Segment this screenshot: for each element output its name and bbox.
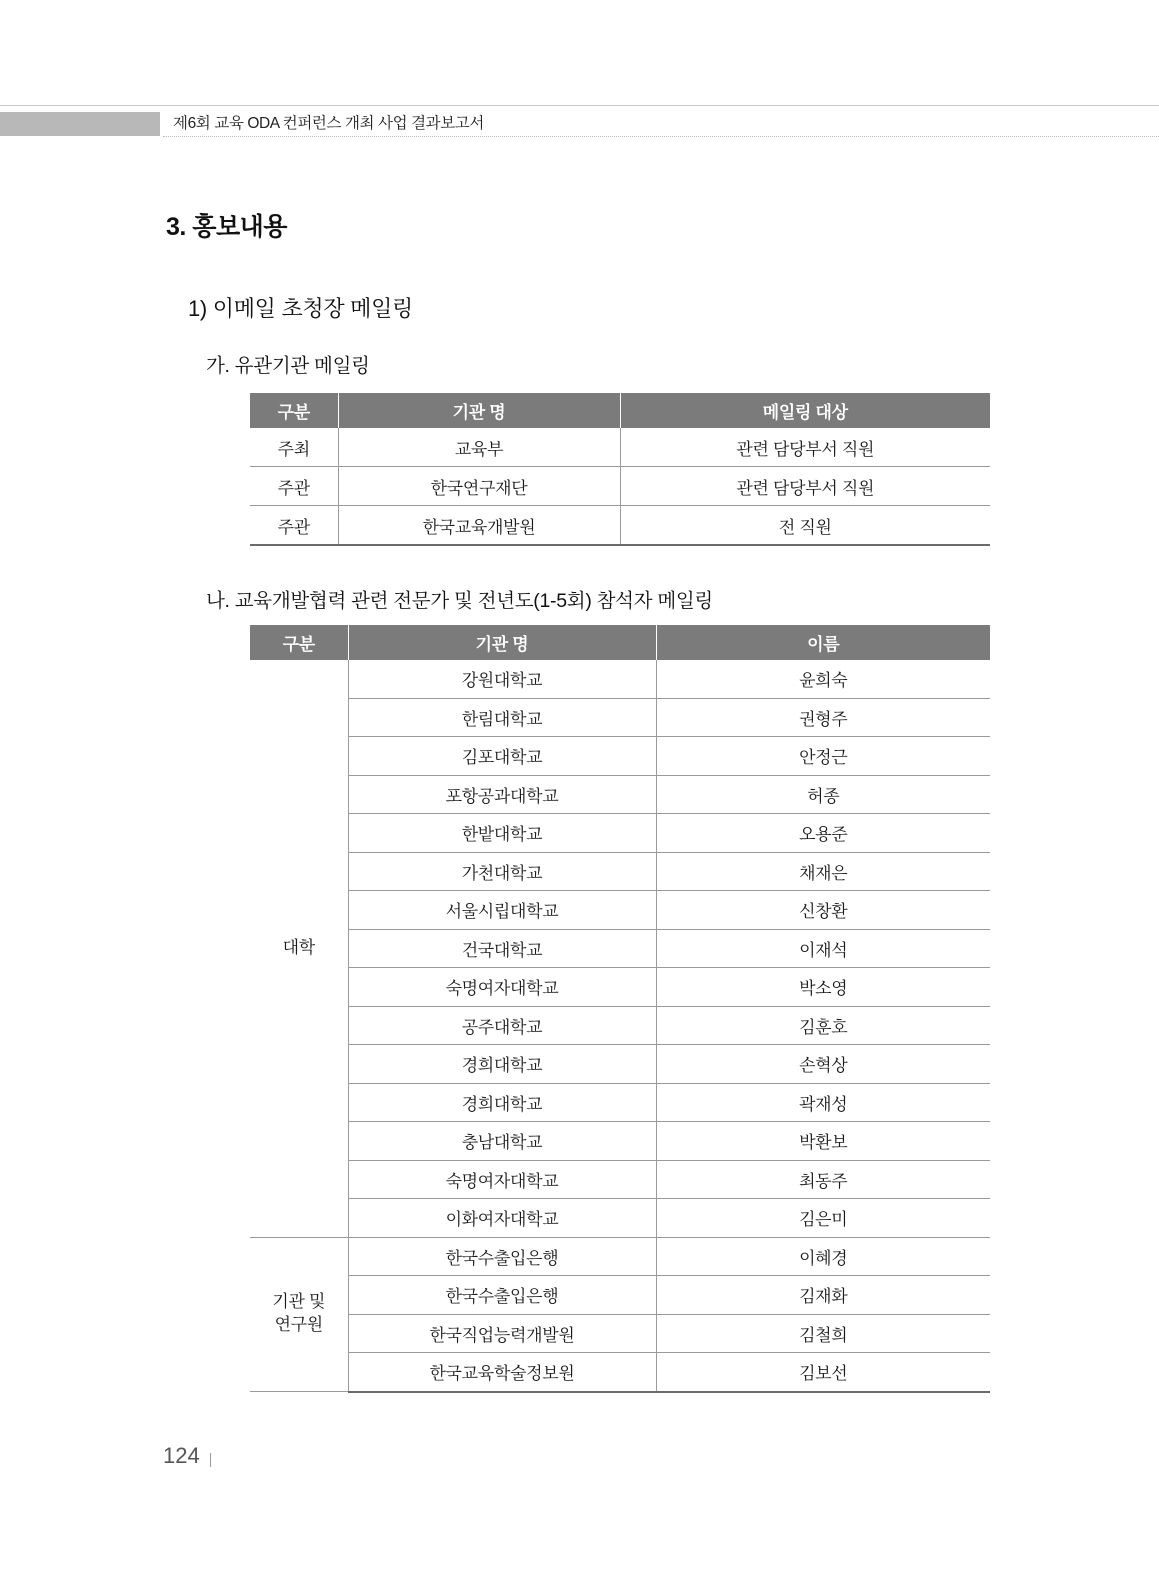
experts-cell-organization: 충남대학교 [348,1122,656,1161]
table-row [250,737,990,776]
experts-cell-name: 김훈호 [656,1006,990,1045]
experts-col-category: 구분 [250,625,348,660]
table-row [250,929,990,968]
table-row [250,891,990,930]
table-row [250,1353,990,1392]
experts-col-name: 이름 [656,625,990,660]
experts-cell-organization: 공주대학교 [348,1006,656,1045]
table-header-row [250,625,990,660]
orgs-cell-target: 전 직원 [620,506,990,546]
table-row [250,1276,990,1315]
experts-cell-organization: 숙명여자대학교 [348,1160,656,1199]
experts-cell-name: 김보선 [656,1353,990,1392]
running-head-title: 제6회 교육 ODA 컨퍼런스 개최 사업 결과보고서 [173,115,484,132]
experts-cell-name: 안정근 [656,737,990,776]
experts-cell-organization: 한국직업능력개발원 [348,1314,656,1353]
page-number: 124 [163,1443,200,1468]
experts-cell-name: 박환보 [656,1122,990,1161]
experts-col-organization: 기관 명 [348,625,656,660]
orgs-col-target: 메일링 대상 [620,393,990,428]
header-gray-block [0,112,160,136]
experts-cell-name: 채재은 [656,852,990,891]
orgs-cell-target: 관련 담당부서 직원 [620,428,990,467]
experts-cell-organization: 가천대학교 [348,852,656,891]
experts-cell-organization: 숙명여자대학교 [348,968,656,1007]
subsection-heading-1: 1) 이메일 초청장 메일링 [188,296,413,321]
table-row [250,852,990,891]
table-row [250,1083,990,1122]
table-row [250,775,990,814]
table-row [250,1045,990,1084]
subsection-heading-b: 나. 교육개발협력 관련 전문가 및 전년도(1-5회) 참석자 메일링 [206,590,713,612]
experts-cell-name: 허종 [656,775,990,814]
experts-cell-name: 최동주 [656,1160,990,1199]
experts-cell-organization: 한국수출입은행 [348,1237,656,1276]
subsection-heading-a: 가. 유관기관 메일링 [206,355,370,377]
orgs-cell-category: 주최 [250,428,338,467]
experts-cell-name: 김은미 [656,1199,990,1238]
header-top-rule [0,105,1159,106]
page-title: 3. 홍보내용 [166,213,287,241]
experts-group-label-university: 대학 [250,660,348,1237]
orgs-cell-organization: 한국연구재단 [338,467,620,506]
experts-cell-organization: 한밭대학교 [348,814,656,853]
table-row [250,1006,990,1045]
table-row [250,467,990,506]
orgs-cell-organization: 교육부 [338,428,620,467]
experts-cell-organization: 강원대학교 [348,660,656,698]
experts-cell-organization: 건국대학교 [348,929,656,968]
experts-cell-name: 윤희숙 [656,660,990,698]
experts-cell-organization: 한국수출입은행 [348,1276,656,1315]
table-row [250,814,990,853]
table-row [250,1122,990,1161]
experts-cell-name: 이재석 [656,929,990,968]
orgs-cell-target: 관련 담당부서 직원 [620,467,990,506]
header-dotted-rule [163,136,1159,137]
experts-cell-name: 곽재성 [656,1083,990,1122]
orgs-cell-category: 주관 [250,467,338,506]
table-row [250,660,990,698]
orgs-table [250,393,990,546]
table-row [250,698,990,737]
experts-cell-name: 오용준 [656,814,990,853]
table-row [250,1237,990,1276]
experts-cell-name: 손혁상 [656,1045,990,1084]
experts-cell-organization: 서울시립대학교 [348,891,656,930]
experts-cell-name: 이혜경 [656,1237,990,1276]
page-number-tick [210,1453,211,1467]
experts-cell-name: 김철희 [656,1314,990,1353]
table-row [250,1199,990,1238]
orgs-cell-organization: 한국교육개발원 [338,506,620,546]
table-row [250,1160,990,1199]
table-row [250,428,990,467]
table-row [250,506,990,546]
experts-cell-organization: 한림대학교 [348,698,656,737]
experts-cell-organization: 김포대학교 [348,737,656,776]
experts-cell-organization: 포항공과대학교 [348,775,656,814]
experts-table [250,625,990,1393]
experts-cell-name: 권형주 [656,698,990,737]
experts-group-label-institute: 기관 및 연구원 [250,1237,348,1392]
table-row [250,1314,990,1353]
experts-cell-name: 김재화 [656,1276,990,1315]
experts-cell-organization: 이화여자대학교 [348,1199,656,1238]
table-header-row [250,393,990,428]
orgs-col-category: 구분 [250,393,338,428]
experts-cell-organization: 경희대학교 [348,1045,656,1084]
orgs-cell-category: 주관 [250,506,338,546]
orgs-col-organization: 기관 명 [338,393,620,428]
experts-cell-organization: 경희대학교 [348,1083,656,1122]
experts-cell-organization: 한국교육학술정보원 [348,1353,656,1392]
experts-cell-name: 박소영 [656,968,990,1007]
experts-cell-name: 신창환 [656,891,990,930]
table-row [250,968,990,1007]
